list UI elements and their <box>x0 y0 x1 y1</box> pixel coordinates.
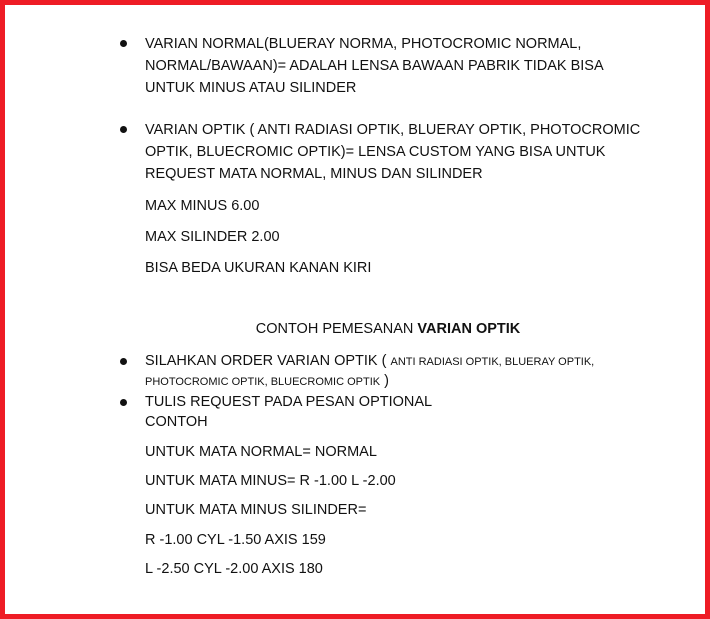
varian-optik-line-2: OPTIK, BLUECROMIC OPTIK)= LENSA CUSTOM YANG BISA UNTUK <box>145 144 606 160</box>
order-line-2 <box>145 370 389 393</box>
order-variants-1: ANTI RADIASI OPTIK, BLUERAY OPTIK, <box>390 356 595 368</box>
bullet-dot <box>120 126 127 133</box>
bullet-dot <box>120 358 127 365</box>
beda-ukuran: BISA BEDA UKURAN KANAN KIRI <box>145 260 372 276</box>
example-heading-bold: VARIAN OPTIK <box>417 321 521 337</box>
varian-normal-line-2: NORMAL/BAWAAN)= ADALAH LENSA BAWAAN PABRIK TIDAK BISA <box>145 58 604 74</box>
varian-optik-line-1: VARIAN OPTIK ( ANTI RADIASI OPTIK, BLUERAY OPTIK, PHOTOCROMIC <box>145 122 641 138</box>
varian-normal-line-1: VARIAN NORMAL(BLUERAY NORMA, PHOTOCROMIC NORMAL, <box>145 36 582 52</box>
example-normal: UNTUK MATA NORMAL= NORMAL <box>145 444 377 460</box>
example-minus: UNTUK MATA MINUS= R -1.00 L -2.00 <box>145 473 396 489</box>
max-minus: MAX MINUS 6.00 <box>145 198 260 214</box>
max-silinder: MAX SILINDER 2.00 <box>145 229 280 245</box>
order-prefix: SILAHKAN ORDER VARIAN OPTIK ( <box>145 353 391 369</box>
example-right-eye: R -1.00 CYL -1.50 AXIS 159 <box>145 532 326 548</box>
varian-normal-line-3: UNTUK MINUS ATAU SILINDER <box>145 80 357 96</box>
bullet-dot <box>120 40 127 47</box>
varian-optik-line-3: REQUEST MATA NORMAL, MINUS DAN SILINDER <box>145 166 483 182</box>
contoh-label: CONTOH <box>145 414 208 430</box>
example-minus-silinder: UNTUK MATA MINUS SILINDER= <box>145 502 367 518</box>
order-variants-2: PHOTOCROMIC OPTIK, BLUECROMIC OPTIK <box>145 376 381 388</box>
bullet-dot <box>120 399 127 406</box>
order-suffix: ) <box>380 373 389 389</box>
example-heading <box>0 318 710 340</box>
example-left-eye: L -2.50 CYL -2.00 AXIS 180 <box>145 561 323 577</box>
example-heading-prefix: CONTOH PEMESANAN <box>255 321 418 337</box>
request-line: TULIS REQUEST PADA PESAN OPTIONAL <box>145 394 433 410</box>
